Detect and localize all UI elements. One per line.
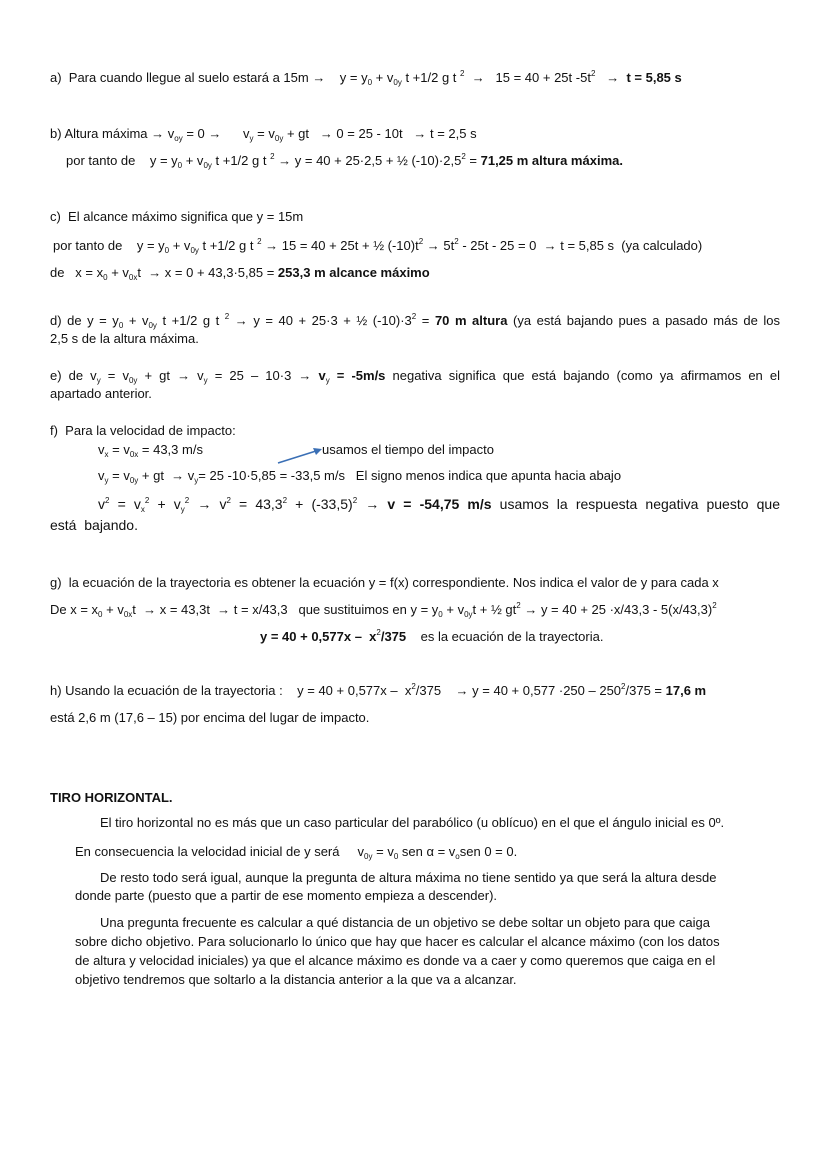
text-run: → v: [189, 496, 227, 512]
superscript: 2: [590, 69, 596, 78]
subscript: 0y: [203, 161, 212, 170]
text-line-d2: [50, 331, 199, 347]
text-line-f1: [50, 423, 236, 439]
text-line-a: [50, 70, 682, 86]
text-run: es la ecuación de la trayectoria.: [406, 629, 604, 644]
text-line-p4a: [100, 915, 710, 931]
text-run: + v: [102, 602, 124, 617]
text-run: = v: [100, 368, 129, 383]
text-run: + gt → v: [138, 468, 195, 483]
text-run: =: [416, 313, 435, 328]
subscript: 0: [438, 610, 443, 619]
text-run: + gt → 0 = 25 - 10t → t = 2,5 s: [283, 126, 477, 141]
text-run: De x = x: [50, 602, 99, 617]
text-run: = v: [372, 844, 394, 859]
subscript: 0x: [129, 450, 139, 459]
subscript: 0: [393, 852, 399, 861]
text-line-e1: [50, 368, 780, 384]
bold-text: 17,6 m: [665, 683, 707, 698]
superscript: 2: [411, 682, 416, 691]
text-run: t + ½ gt: [472, 602, 517, 617]
text-run: por tanto de y = y: [53, 238, 165, 253]
text-line-p4c: [75, 953, 715, 969]
text-run: de altura y velocidad iniciales) ya que el alcance máximo es donde va a caer y como queremos que caiga en el: [75, 953, 716, 968]
text-run: e) de v: [50, 368, 97, 383]
superscript: 2: [621, 682, 626, 691]
text-run: - 25t - 25 = 0 → t = 5,85 s (ya calculado): [458, 238, 703, 253]
text-run: Una pregunta frecuente es calcular a qué distancia de un objetivo se debe soltar un objeto para que caiga: [100, 915, 710, 930]
text-run: → y = 40 + 25·2,5 + ½ (-10)·2,5: [274, 153, 462, 168]
subscript: 0y: [274, 134, 284, 143]
text-run: t +1/2 g t: [211, 153, 271, 168]
text-run: → y = 40 + 25·3 + ½ (-10)·3: [229, 313, 412, 328]
text-run: En consecuencia la velocidad inicial de y será v: [75, 844, 365, 859]
text-run: →: [595, 70, 627, 85]
subscript: 0y: [393, 78, 402, 87]
subscript: y: [180, 505, 185, 514]
text-run: /375 → y = 40 + 0,577 ·250 – 250: [415, 683, 622, 698]
superscript: 2: [352, 496, 358, 505]
subscript: 0y: [190, 246, 199, 255]
text-line-g3: [260, 629, 603, 645]
text-run: (ya está bajando pues a pasado más de los: [507, 313, 781, 328]
text-run: v: [98, 468, 105, 483]
annotation-arrow-icon: [276, 446, 326, 466]
superscript: 2: [257, 237, 262, 246]
text-run: donde parte (puesto que a partir de ese momento empieza a descender).: [75, 888, 498, 903]
subscript: 0: [103, 273, 108, 282]
bold-text: 70 m altura: [434, 313, 508, 328]
text-line-g1: [50, 575, 719, 591]
text-run: sen 0 = 0.: [459, 844, 518, 859]
text-line-f4: [98, 496, 780, 512]
superscript: 2: [105, 496, 110, 505]
superscript: 2: [144, 496, 150, 505]
text-line-th: [50, 790, 173, 806]
text-line-p1: [100, 815, 724, 831]
text-run: = 0 → v: [182, 126, 250, 141]
superscript: 2: [418, 237, 424, 246]
text-line-f3: [98, 468, 621, 484]
subscript: y: [104, 476, 109, 485]
text-line-f2b: [322, 442, 494, 458]
text-run: 2,5 s de la altura máxima.: [50, 331, 199, 346]
superscript: 2: [454, 237, 459, 246]
superscript: 2: [516, 601, 521, 610]
text-run: = 43,3: [230, 496, 283, 512]
subscript: 0: [164, 246, 170, 255]
text-run: De resto todo será igual, aunque la pregunta de altura máxima no tiene sentido ya que será la altura desde: [100, 870, 717, 885]
superscript: 2: [270, 152, 275, 161]
text-run: + v: [182, 153, 204, 168]
text-run: → 15 = 40 + 25t -5t: [464, 70, 591, 85]
text-run: v: [98, 496, 105, 512]
superscript: 2: [376, 628, 381, 637]
text-line-g2: [50, 602, 717, 618]
text-run: t +1/2 g t: [156, 313, 225, 328]
subscript: 0y: [148, 321, 157, 330]
text-run: t +1/2 g t: [198, 238, 258, 253]
subscript: x: [104, 450, 109, 459]
text-run: usamos el tiempo del impacto: [322, 442, 494, 457]
superscript: 2: [461, 152, 466, 161]
text-line-h2: [50, 710, 369, 726]
text-run: sobre dicho objetivo. Para solucionarlo lo único que hay que hacer es calcular el alcance máximo (con los datos: [75, 934, 720, 949]
text-run: a) Para cuando llegue al suelo estará a 15m → y = y: [50, 70, 368, 85]
text-run: + v: [149, 496, 181, 512]
text-line-b1: [50, 126, 477, 142]
text-run: h) Usando la ecuación de la trayectoria : y = 40 + 0,577x – x: [50, 683, 412, 698]
subscript: 0y: [129, 476, 139, 485]
text-run: /375 =: [625, 683, 666, 698]
text-run: de x = x: [50, 265, 104, 280]
bold-text: = -5m/s: [329, 368, 386, 383]
text-run: t +1/2 g t: [401, 70, 461, 85]
text-run: + v: [123, 313, 149, 328]
text-line-b2: [66, 153, 623, 169]
text-run: = v: [108, 442, 130, 457]
text-line-c1: [50, 209, 303, 225]
text-run: f) Para la velocidad de impacto:: [50, 423, 236, 438]
text-line-p3a: [100, 870, 716, 886]
subscript: 0x: [128, 273, 138, 282]
subscript: o: [455, 852, 460, 861]
bold-text: t = 5,85 s: [626, 70, 682, 85]
text-line-h1: [50, 683, 706, 699]
text-run: + v: [442, 602, 465, 617]
text-run: usamos la respuesta negativa puesto que: [491, 496, 780, 512]
superscript: 2: [282, 496, 288, 505]
text-run: d) de y = y: [50, 313, 119, 328]
subscript: y: [96, 376, 101, 385]
text-line-p4b: [75, 934, 720, 950]
text-run: → y = 40 + 25 ·x/43,3 - 5(x/43,3): [520, 602, 713, 617]
subscript: 0y: [364, 852, 373, 861]
subscript: y: [203, 376, 208, 385]
superscript: 2: [224, 312, 230, 321]
subscript: 0x: [123, 610, 133, 619]
text-run: El tiro horizontal no es más que un caso particular del parabólico (u oblícuo) en el que el ángulo inicial es 0º.: [100, 815, 725, 830]
bold-text: /375: [380, 629, 407, 644]
text-run: t → x = 43,3t → t = x/43,3 que sustituimos en y = y: [132, 602, 439, 617]
text-run: apartado anterior.: [50, 386, 152, 401]
text-run: = 43,3 m/s: [138, 442, 203, 457]
text-line-p2: [75, 844, 517, 860]
bold-text: TIRO HORIZONTAL.: [50, 790, 173, 805]
subscript: 0: [118, 321, 124, 330]
text-run: = 25 -10·5,85 = -33,5 m/s El signo menos indica que apunta hacia abajo: [198, 468, 622, 483]
subscript: 0y: [128, 376, 138, 385]
text-run: → 5t: [423, 238, 455, 253]
subscript: 0: [98, 610, 103, 619]
text-run: t → x = 0 + 43,3·5,85 =: [137, 265, 278, 280]
text-run: + v: [107, 265, 129, 280]
text-run: → 15 = 40 + 25t + ½ (-10)t: [261, 238, 419, 253]
bold-text: v: [318, 368, 326, 383]
subscript: y: [325, 376, 330, 385]
text-line-c2: [53, 238, 702, 254]
text-line-p4d: [75, 972, 517, 988]
superscript: 2: [226, 496, 231, 505]
text-line-p3b: [75, 888, 497, 904]
text-line-f2: [98, 442, 203, 458]
superscript: 2: [712, 601, 717, 610]
text-run: =: [465, 153, 481, 168]
subscript: y: [249, 134, 254, 143]
text-run: + (-33,5): [287, 496, 353, 512]
bold-text: y = 40 + 0,577x – x: [260, 629, 377, 644]
text-run: está 2,6 m (17,6 – 15) por encima del lugar de impacto.: [50, 710, 370, 725]
subscript: x: [140, 505, 145, 514]
superscript: 2: [460, 69, 465, 78]
text-run: objetivo tendremos que soltarlo a la distancia anterior a la que va a alcanzar.: [75, 972, 517, 987]
subscript: 0y: [464, 610, 473, 619]
text-run: negativa significa que está bajando (como ya afirmamos en el: [385, 368, 780, 383]
text-run: = 25 – 10·3 →: [207, 368, 319, 383]
text-run: g) la ecuación de la trayectoria es obtener la ecuación y = f(x) correspondiente. Nos indica el valor de y para cada x: [50, 575, 719, 590]
text-run: + gt → v: [137, 368, 204, 383]
text-run: + v: [169, 238, 191, 253]
text-run: = v: [108, 468, 130, 483]
text-line-c3: [50, 265, 430, 281]
superscript: 2: [184, 496, 190, 505]
text-run: + v: [372, 70, 394, 85]
subscript: 0: [177, 161, 183, 170]
subscript: 0: [367, 78, 373, 87]
text-run: por tanto de y = y: [66, 153, 178, 168]
superscript: 2: [411, 312, 417, 321]
text-line-e2: [50, 386, 152, 402]
text-run: = v: [253, 126, 275, 141]
text-run: sen α = v: [398, 844, 456, 859]
text-run: c) El alcance máximo significa que y = 15m: [50, 209, 304, 224]
text-run: = v: [109, 496, 141, 512]
bold-text: 253,3 m alcance máximo: [277, 265, 430, 280]
text-line-f5: [50, 517, 138, 533]
text-line-d1: [50, 313, 780, 329]
subscript: oy: [174, 134, 183, 143]
text-run: está bajando.: [50, 517, 138, 533]
bold-text: v = -54,75 m/s: [387, 496, 492, 512]
subscript: y: [194, 476, 199, 485]
text-run: →: [357, 496, 388, 512]
bold-text: 71,25 m altura máxima.: [480, 153, 623, 168]
text-run: v: [98, 442, 105, 457]
text-run: b) Altura máxima → v: [50, 126, 175, 141]
